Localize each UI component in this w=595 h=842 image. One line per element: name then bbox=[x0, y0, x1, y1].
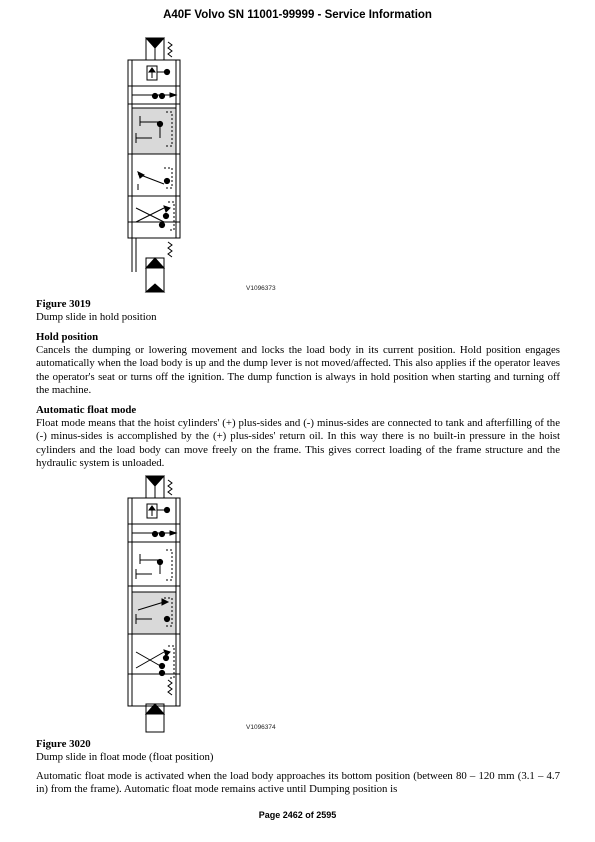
section-automatic-float-mode bbox=[36, 404, 560, 470]
section-body: Automatic float mode is activated when the load body approaches its bottom position (between 80 – 120 mm (3.1 – 4.7 in) from the frame). Automatic float mode remains active until Dumping position is bbox=[36, 770, 560, 796]
figure-caption bbox=[36, 298, 560, 324]
figure-caption bbox=[36, 738, 560, 764]
section-heading: Hold position bbox=[36, 331, 99, 343]
figure-caption-title: Figure 3020 bbox=[36, 738, 91, 750]
figure-image-id: V1096373 bbox=[246, 285, 276, 292]
section-body: Float mode means that the hoist cylinders' (+) plus-sides and (-) minus-sides are connected to tank and afterfilling of the (-) minus-sides is accomplished by the (+) plus-sides' return oil. In this way there is no built-in pressure in the hoist cylinders and the load body can move freely on the frame. This gives correct loading of the frame structure and the hydraulic system is unloaded. bbox=[36, 417, 560, 469]
figure-caption-text: Dump slide in hold position bbox=[36, 311, 157, 324]
section-body: Cancels the dumping or lowering movement and locks the load body in its current position. Hold position engages automatically when the load body is up and the dump lever is not moved/affected. This also applies if the operator leaves the operator's seat or turns off the ignition. The dump function is always in hold position when starting and turning off the machine. bbox=[36, 344, 560, 396]
section-float-activation bbox=[36, 770, 560, 796]
section-heading: Automatic float mode bbox=[36, 404, 137, 416]
figure-caption-title: Figure 3019 bbox=[36, 298, 91, 310]
figure-image-id: V1096374 bbox=[246, 724, 276, 731]
hydraulic-diagram-float bbox=[118, 474, 298, 734]
page-header: A40F Volvo SN 11001-99999 - Service Information bbox=[163, 9, 432, 21]
hydraulic-diagram-hold bbox=[118, 36, 298, 296]
page-footer: Page 2462 of 2595 bbox=[258, 810, 337, 820]
figure-caption-text: Dump slide in float mode (float position) bbox=[36, 751, 214, 764]
section-hold-position bbox=[36, 331, 560, 397]
